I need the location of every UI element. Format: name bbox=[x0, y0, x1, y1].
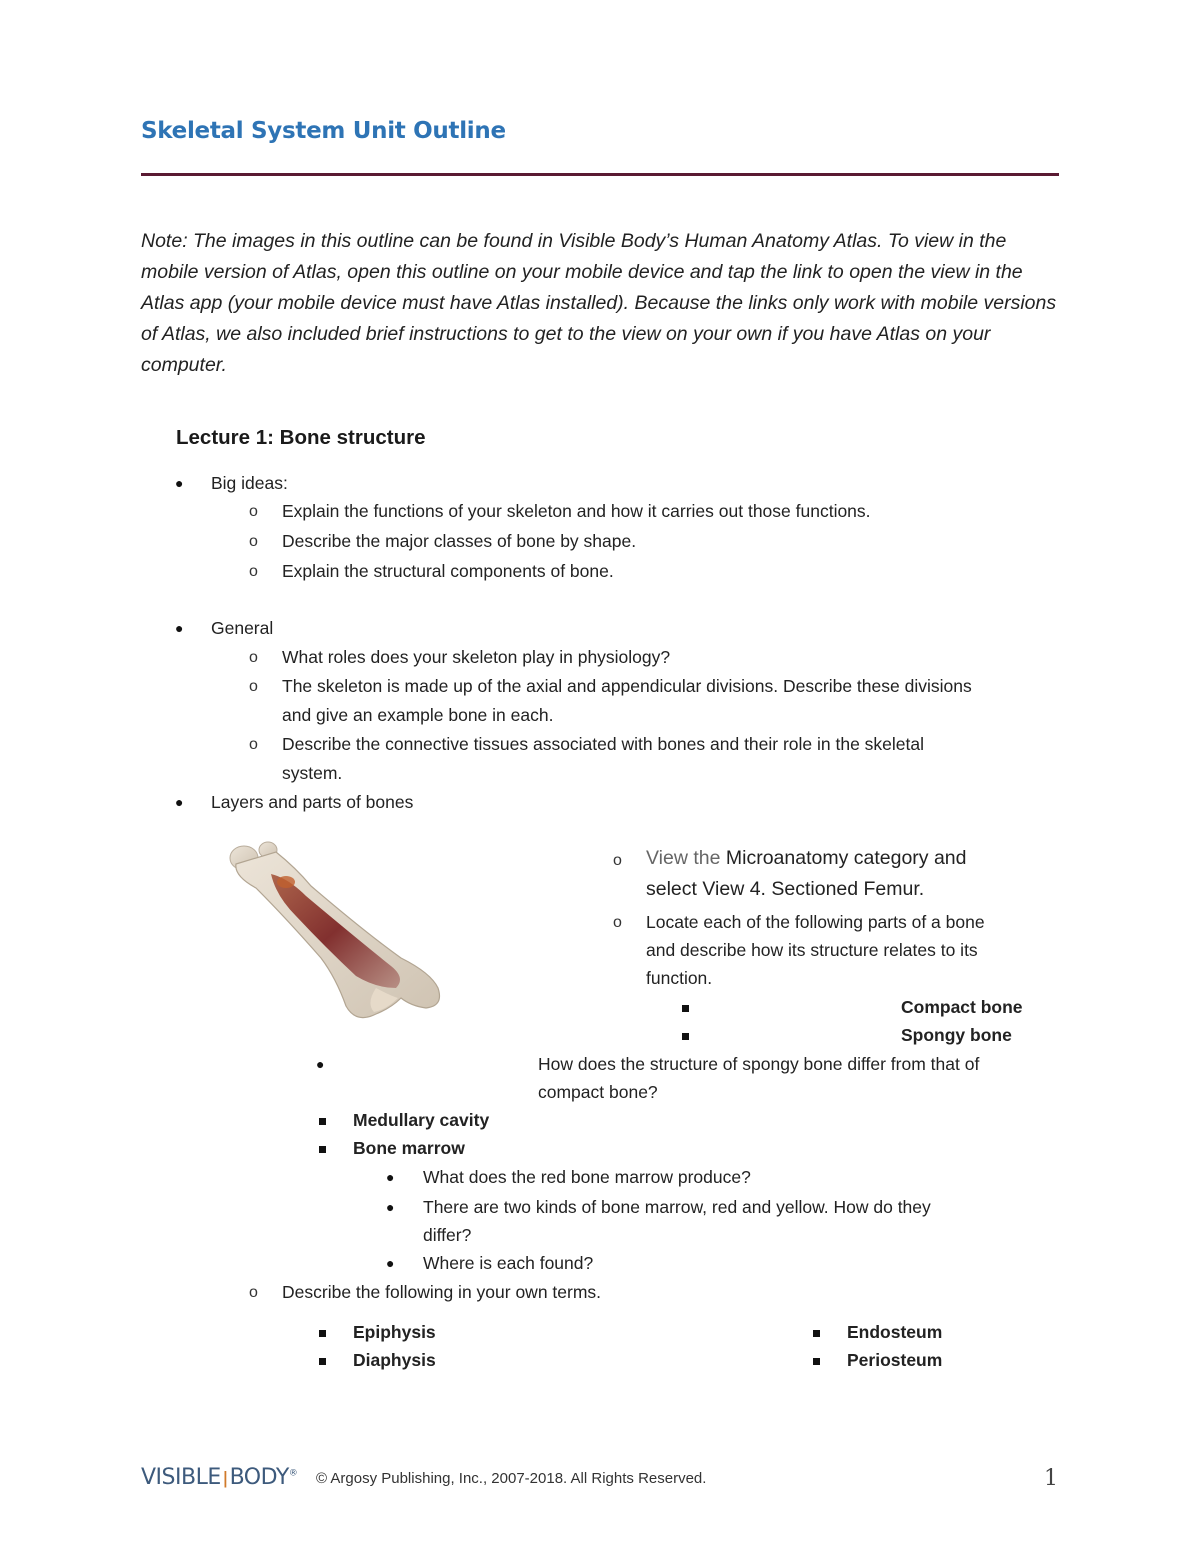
general-item: The skeleton is made up of the axial and appendicular divisions. Describe these divisions bbox=[282, 676, 972, 696]
circle-bullet-icon: o bbox=[249, 736, 258, 753]
big-idea-item: Explain the functions of your skeleton and how it carries out those functions. bbox=[282, 501, 871, 521]
logo-visible-text: VISIBLE bbox=[141, 1465, 221, 1490]
locate-line: function. bbox=[646, 968, 713, 988]
bullet-icon: ● bbox=[386, 1255, 395, 1271]
view-prefix: View the bbox=[646, 847, 721, 869]
general-item: Describe the connective tissues associated with bones and their role in the skeletal bbox=[282, 734, 925, 754]
bullet-icon: ● bbox=[386, 1199, 395, 1215]
visible-body-logo bbox=[141, 1465, 297, 1490]
big-ideas-label: Big ideas: bbox=[211, 473, 288, 493]
circle-bullet-icon: o bbox=[613, 852, 622, 869]
view-category: Microanatomy category and bbox=[725, 847, 967, 869]
term-spongy-bone: Spongy bone bbox=[901, 1025, 1012, 1045]
bullet-icon: ● bbox=[175, 794, 184, 810]
intro-note: Note: The images in this outline can be found in Visible Body’s Human Anatomy Atlas. To view in the mobile version of Atlas, open this outline on your mobile device and tap the link to open the view in the Atlas app (your mobile device must have Atlas installed). Because the links only work with mobile versions of Atlas, we also included brief instructions to get to the view on your own if you have Atlas on your computer. bbox=[141, 230, 1057, 376]
circle-bullet-icon: o bbox=[249, 649, 258, 666]
circle-bullet-icon: o bbox=[249, 1284, 258, 1301]
term-periosteum: Periosteum bbox=[847, 1350, 943, 1370]
square-bullet-icon bbox=[813, 1330, 820, 1337]
term-bone-marrow: Bone marrow bbox=[353, 1138, 465, 1158]
circle-bullet-icon: o bbox=[249, 563, 258, 580]
locate-line: and describe how its structure relates to its bbox=[646, 940, 978, 960]
square-bullet-icon bbox=[319, 1118, 326, 1125]
bullet-icon: ● bbox=[386, 1169, 395, 1185]
general-label: General bbox=[211, 618, 274, 638]
title-divider bbox=[141, 173, 1059, 176]
logo-body-text: BODY bbox=[229, 1465, 289, 1490]
general-item-continued: and give an example bone in each. bbox=[282, 705, 554, 725]
marrow-question-continued: differ? bbox=[423, 1225, 472, 1245]
page-number: 1 bbox=[1044, 1466, 1058, 1491]
lecture-heading: Lecture 1: Bone structure bbox=[176, 426, 426, 449]
marrow-question: Where is each found? bbox=[423, 1253, 594, 1273]
view-instruction-line2: select View 4. Sectioned Femur. bbox=[646, 878, 925, 900]
term-epiphysis: Epiphysis bbox=[353, 1322, 436, 1342]
page-title: Skeletal System Unit Outline bbox=[141, 118, 506, 144]
spongy-question-continued: compact bone? bbox=[538, 1082, 658, 1102]
circle-bullet-icon: o bbox=[249, 678, 258, 695]
view-instruction bbox=[646, 843, 967, 874]
square-bullet-icon bbox=[319, 1330, 326, 1337]
big-idea-item: Describe the major classes of bone by shape. bbox=[282, 531, 637, 551]
registered-mark-icon: ® bbox=[288, 1468, 298, 1479]
marrow-question: What does the red bone marrow produce? bbox=[423, 1167, 751, 1187]
copyright-notice: © Argosy Publishing, Inc., 2007-2018. All Rights Reserved. bbox=[316, 1470, 707, 1487]
square-bullet-icon bbox=[319, 1358, 326, 1365]
square-bullet-icon bbox=[813, 1358, 820, 1365]
term-medullary-cavity: Medullary cavity bbox=[353, 1110, 490, 1130]
locate-line: Locate each of the following parts of a bone bbox=[646, 912, 985, 932]
big-idea-item: Explain the structural components of bone. bbox=[282, 561, 614, 581]
circle-bullet-icon: o bbox=[249, 533, 258, 550]
marrow-question: There are two kinds of bone marrow, red and yellow. How do they bbox=[423, 1197, 931, 1217]
general-item-continued: system. bbox=[282, 763, 343, 783]
term-compact-bone: Compact bone bbox=[901, 997, 1023, 1017]
square-bullet-icon bbox=[319, 1146, 326, 1153]
term-diaphysis: Diaphysis bbox=[353, 1350, 436, 1370]
layers-label: Layers and parts of bones bbox=[211, 792, 414, 812]
square-bullet-icon bbox=[682, 1005, 689, 1012]
term-endosteum: Endosteum bbox=[847, 1322, 943, 1342]
bullet-icon: ● bbox=[175, 620, 184, 636]
spongy-question: How does the structure of spongy bone differ from that of bbox=[538, 1054, 980, 1074]
bullet-icon: ● bbox=[175, 475, 184, 491]
sectioned-femur-image bbox=[226, 838, 448, 1024]
describe-instruction: Describe the following in your own terms. bbox=[282, 1282, 602, 1302]
general-item: What roles does your skeleton play in physiology? bbox=[282, 647, 671, 667]
circle-bullet-icon: o bbox=[249, 503, 258, 520]
bullet-icon: ● bbox=[316, 1056, 325, 1072]
square-bullet-icon bbox=[682, 1033, 689, 1040]
circle-bullet-icon: o bbox=[613, 914, 622, 931]
logo-figure-icon: ǀ bbox=[222, 1468, 228, 1489]
